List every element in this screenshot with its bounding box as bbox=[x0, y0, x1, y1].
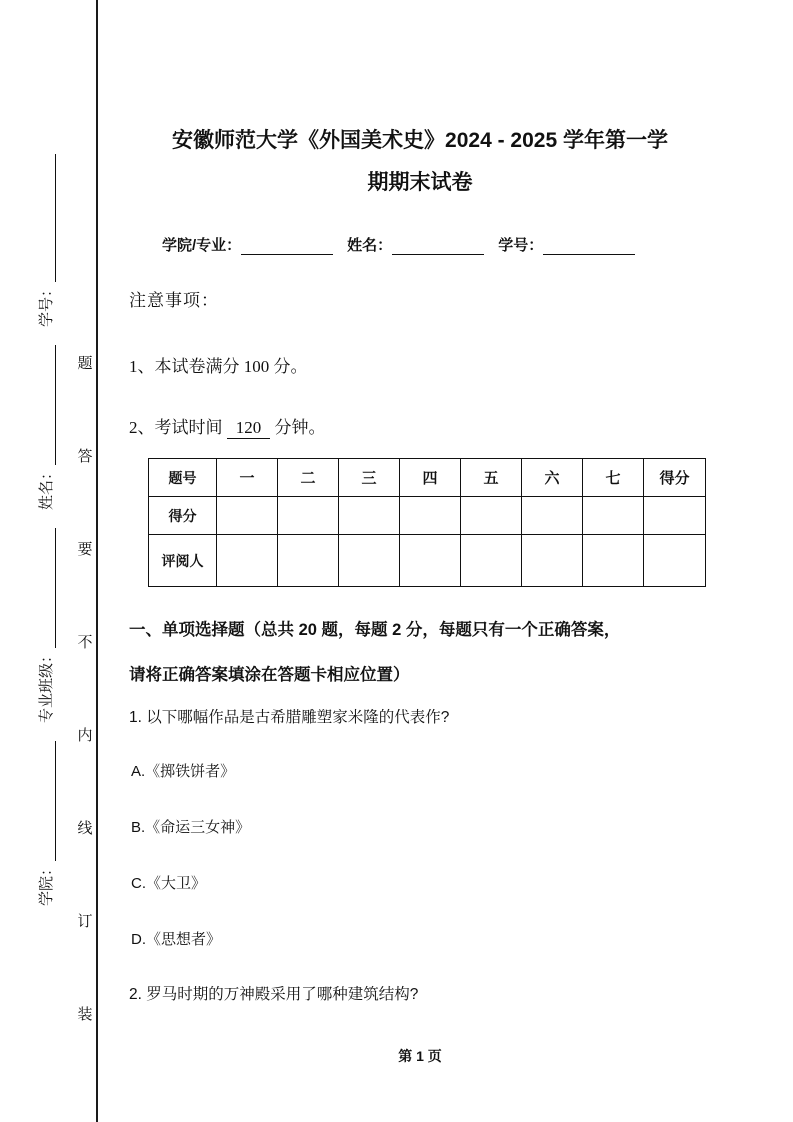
score-cell bbox=[217, 535, 278, 587]
binding-char: 题 bbox=[77, 355, 93, 372]
notice-item-2-suffix: 分钟。 bbox=[274, 418, 326, 437]
score-cell bbox=[339, 535, 400, 587]
question-1-option-d: D.《思想者》 bbox=[131, 931, 222, 948]
section-1-heading-line2: 请将正确答案填涂在答题卡相应位置） bbox=[129, 666, 410, 684]
question-1: 1. 以下哪幅作品是古希腊雕塑家米隆的代表作? bbox=[129, 709, 450, 726]
score-table-score-row bbox=[149, 497, 706, 535]
score-table bbox=[148, 458, 706, 587]
info-field-label: 学号： bbox=[498, 237, 544, 254]
section-1-heading bbox=[129, 608, 711, 698]
notice-heading: 注意事项： bbox=[129, 291, 219, 310]
exam-title-line1: 安徽师范大学《外国美术史》2024 - 2025 学年第一学 bbox=[172, 129, 668, 152]
score-table-header-cell: 题号 bbox=[149, 459, 217, 497]
score-cell bbox=[217, 497, 278, 535]
score-cell bbox=[644, 497, 706, 535]
blank-line bbox=[39, 741, 56, 861]
question-2: 2. 罗马时期的万神殿采用了哪种建筑结构? bbox=[129, 986, 419, 1003]
binding-char: 要 bbox=[77, 541, 93, 558]
score-cell bbox=[522, 497, 583, 535]
score-cell bbox=[339, 497, 400, 535]
exam-duration-value: 120 bbox=[227, 418, 271, 439]
score-cell bbox=[400, 535, 461, 587]
score-table-header-cell: 六 bbox=[522, 459, 583, 497]
score-row-label: 得分 bbox=[149, 497, 217, 535]
score-cell bbox=[522, 535, 583, 587]
side-field-student-id bbox=[35, 154, 56, 327]
score-table-header-cell: 得分 bbox=[644, 459, 706, 497]
exam-title bbox=[129, 120, 711, 204]
side-field-class bbox=[35, 528, 56, 723]
score-cell bbox=[278, 535, 339, 587]
binding-text-column bbox=[75, 352, 95, 1024]
score-table-header-row bbox=[149, 459, 706, 497]
binding-char: 内 bbox=[77, 727, 93, 744]
binding-char: 订 bbox=[77, 913, 93, 930]
score-table-header-cell: 四 bbox=[400, 459, 461, 497]
blank-line bbox=[39, 528, 56, 648]
info-field-name bbox=[347, 234, 484, 255]
binding-divider-line bbox=[96, 0, 98, 1122]
blank-line bbox=[39, 345, 56, 465]
question-1-option-b: B.《命运三女神》 bbox=[131, 819, 251, 836]
score-table-header-cell: 七 bbox=[583, 459, 644, 497]
blank-line bbox=[543, 239, 635, 255]
score-cell bbox=[278, 497, 339, 535]
section-1-heading-line1: 一、单项选择题（总共 20 题，每题 2 分，每题只有一个正确答案， bbox=[129, 621, 621, 639]
score-cell bbox=[583, 535, 644, 587]
score-table-reviewer-row bbox=[149, 535, 706, 587]
side-field-label: 学号： bbox=[38, 281, 55, 327]
reviewer-row-label: 评阅人 bbox=[149, 535, 217, 587]
score-cell bbox=[644, 535, 706, 587]
side-field-label: 学院： bbox=[38, 860, 55, 906]
binding-char: 装 bbox=[77, 1006, 93, 1023]
exam-title-line2: 期期末试卷 bbox=[367, 171, 473, 194]
score-table-header-cell: 二 bbox=[278, 459, 339, 497]
question-1-option-a: A.《掷铁饼者》 bbox=[131, 763, 236, 780]
notice-item-2 bbox=[129, 413, 326, 439]
binding-char: 不 bbox=[77, 634, 93, 651]
score-table-header-cell: 一 bbox=[217, 459, 278, 497]
notice-item-2-prefix: 2、考试时间 bbox=[129, 418, 223, 437]
info-field-label: 学院/专业： bbox=[162, 237, 242, 254]
score-cell bbox=[583, 497, 644, 535]
page-number-footer: 第 1 页 bbox=[398, 1048, 442, 1064]
score-table-header-cell: 五 bbox=[461, 459, 522, 497]
side-field-name bbox=[35, 345, 56, 510]
score-cell bbox=[400, 497, 461, 535]
score-table-header-cell: 三 bbox=[339, 459, 400, 497]
notice-item-1: 1、本试卷满分 100 分。 bbox=[129, 357, 308, 376]
info-field-major bbox=[162, 234, 333, 255]
sidebar-student-fields bbox=[26, 114, 56, 906]
blank-line bbox=[392, 239, 484, 255]
score-cell bbox=[461, 535, 522, 587]
binding-char: 线 bbox=[77, 820, 93, 837]
main-content bbox=[129, 0, 711, 1122]
info-field-student-id bbox=[498, 234, 635, 255]
side-field-label: 姓名： bbox=[38, 464, 55, 510]
student-info-line bbox=[162, 234, 649, 255]
blank-line bbox=[39, 154, 56, 282]
info-field-label: 姓名： bbox=[347, 237, 393, 254]
blank-line bbox=[241, 239, 333, 255]
score-cell bbox=[461, 497, 522, 535]
question-1-option-c: C.《大卫》 bbox=[131, 875, 207, 892]
side-field-label: 专业班级： bbox=[38, 647, 55, 723]
side-field-college bbox=[35, 741, 56, 906]
binding-char: 答 bbox=[77, 448, 93, 465]
